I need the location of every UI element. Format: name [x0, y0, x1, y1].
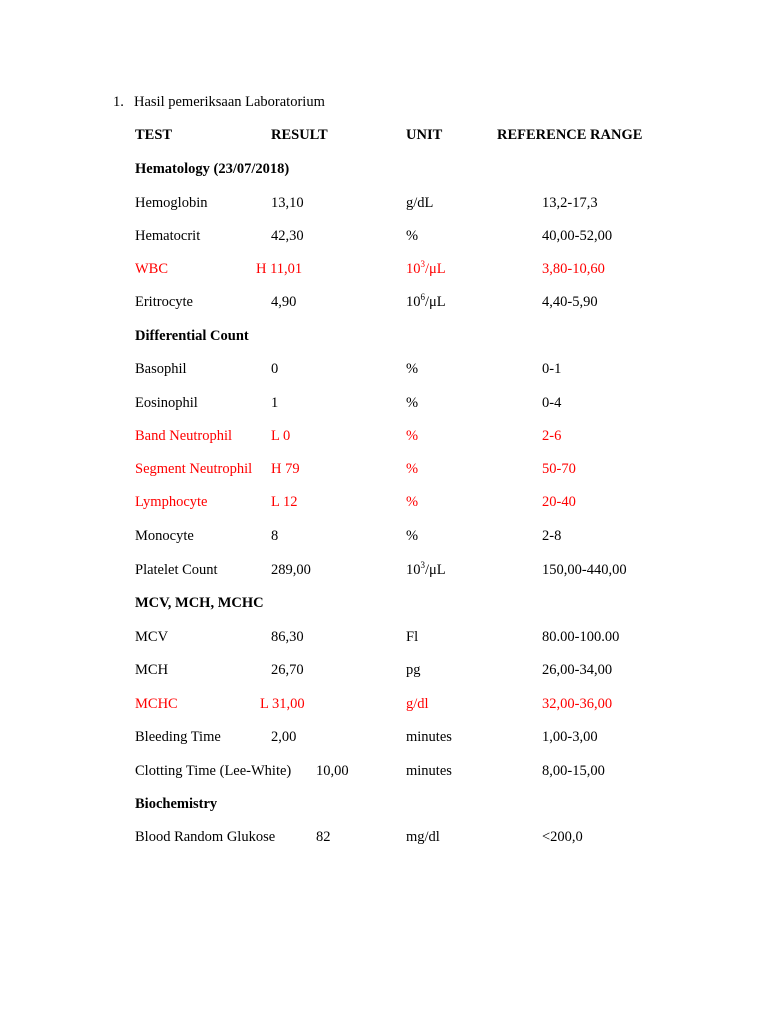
table-row: [0, 829, 768, 849]
result-value: 10,00: [316, 763, 349, 779]
unit-base: 10: [406, 261, 421, 277]
reference-range: 8,00-15,00: [542, 763, 605, 779]
table-row-abnormal: [0, 461, 768, 481]
section-title: Differential Count: [135, 328, 249, 344]
result-value: L 31,00: [260, 696, 305, 712]
reference-range: 50-70: [542, 461, 576, 477]
table-row: [0, 629, 768, 649]
unit-base: 10: [406, 562, 421, 578]
result-value: 8: [271, 528, 279, 544]
unit: [406, 562, 446, 579]
test-name: Lymphocyte: [135, 494, 208, 510]
reference-range: 26,00-34,00: [542, 662, 613, 678]
result-value: 4,90: [271, 294, 297, 310]
test-name: Blood Random Glukose: [135, 829, 276, 845]
test-name: Monocyte: [135, 528, 194, 544]
unit: %: [406, 428, 419, 444]
reference-range: 20-40: [542, 494, 576, 510]
test-name: Eritrocyte: [135, 294, 193, 310]
unit: %: [406, 228, 419, 244]
unit-tail: /μL: [425, 261, 446, 277]
table-row: [0, 662, 768, 682]
unit-exponent: 3: [420, 259, 425, 269]
table-row: [0, 361, 768, 381]
unit: pg: [406, 662, 421, 678]
result-value: 13,10: [271, 195, 304, 211]
test-name: Basophil: [135, 361, 187, 377]
table-row: [0, 228, 768, 248]
column-header-unit: UNIT: [406, 127, 443, 143]
reference-range: 32,00-36,00: [542, 696, 613, 712]
unit: g/dL: [406, 195, 434, 211]
result-value: 0: [271, 361, 279, 377]
reference-range: <200,0: [542, 829, 583, 845]
result-value: L 0: [271, 428, 291, 444]
table-row: [0, 763, 768, 783]
table-row-abnormal: [0, 696, 768, 716]
unit: %: [406, 395, 419, 411]
section-title-indices: [0, 595, 768, 615]
unit: [406, 294, 446, 311]
section-title-differential: [0, 328, 768, 348]
table-row: [0, 294, 768, 314]
unit: g/dl: [406, 696, 429, 712]
unit: %: [406, 461, 419, 477]
test-name: MCHC: [135, 696, 178, 712]
test-name: Eosinophil: [135, 395, 198, 411]
section-title: Biochemistry: [135, 796, 218, 812]
result-value: 26,70: [271, 662, 304, 678]
test-name: Segment Neutrophil: [135, 461, 253, 477]
reference-range: 2-8: [542, 528, 562, 544]
reference-range: 4,40-5,90: [542, 294, 598, 310]
result-value: H 79: [271, 461, 300, 477]
reference-range: 150,00-440,00: [542, 562, 627, 578]
unit-tail: /μL: [425, 294, 446, 310]
heading-text: Hasil pemeriksaan Laboratorium: [134, 94, 325, 110]
test-name: MCV: [135, 629, 169, 645]
section-title: MCV, MCH, MCHC: [135, 595, 264, 611]
test-name: Platelet Count: [135, 562, 218, 578]
heading-number: 1.: [113, 94, 124, 110]
test-name: Hemoglobin: [135, 195, 208, 211]
section-title-biochemistry: [0, 796, 768, 816]
unit: minutes: [406, 729, 452, 745]
table-row-abnormal: [0, 261, 768, 281]
result-value: 289,00: [271, 562, 311, 578]
result-value: 82: [316, 829, 331, 845]
reference-range: 3,80-10,60: [542, 261, 605, 277]
test-name: Clotting Time (Lee-White): [135, 763, 292, 779]
result-value: H 11,01: [256, 261, 303, 277]
result-value: L 12: [271, 494, 298, 510]
table-row-abnormal: [0, 428, 768, 448]
reference-range: 40,00-52,00: [542, 228, 613, 244]
table-row-abnormal: [0, 494, 768, 514]
test-name: Band Neutrophil: [135, 428, 233, 444]
table-row: [0, 195, 768, 215]
unit: mg/dl: [406, 829, 440, 845]
result-value: 42,30: [271, 228, 304, 244]
unit: %: [406, 361, 419, 377]
reference-range: 0-4: [542, 395, 562, 411]
section-title-hematology: [0, 161, 768, 181]
table-row: [0, 528, 768, 548]
result-value: 2,00: [271, 729, 297, 745]
result-value: 86,30: [271, 629, 304, 645]
table-row: [0, 729, 768, 749]
table-row: [0, 395, 768, 415]
reference-range: 0-1: [542, 361, 562, 377]
result-value: 1: [271, 395, 279, 411]
reference-range: 2-6: [542, 428, 562, 444]
unit-base: 10: [406, 294, 421, 310]
unit: Fl: [406, 629, 419, 645]
unit-exponent: 6: [420, 292, 425, 302]
section-title: Hematology (23/07/2018): [135, 161, 290, 177]
test-name: WBC: [135, 261, 169, 277]
unit: [406, 261, 446, 278]
column-header-reference-range: REFERENCE RANGE: [497, 127, 643, 143]
reference-range: 80.00-100.00: [542, 629, 620, 645]
unit: %: [406, 528, 419, 544]
reference-range: 13,2-17,3: [542, 195, 598, 211]
unit-tail: /μL: [425, 562, 446, 578]
column-header-result: RESULT: [271, 127, 328, 143]
table-row: [0, 562, 768, 582]
test-name: Hematocrit: [135, 228, 201, 244]
unit: minutes: [406, 763, 452, 779]
test-name: MCH: [135, 662, 169, 678]
column-header-test: TEST: [135, 127, 173, 143]
table-header-row: [0, 127, 768, 147]
reference-range: 1,00-3,00: [542, 729, 598, 745]
unit: %: [406, 494, 419, 510]
test-name: Bleeding Time: [135, 729, 221, 745]
unit-exponent: 3: [420, 560, 425, 570]
